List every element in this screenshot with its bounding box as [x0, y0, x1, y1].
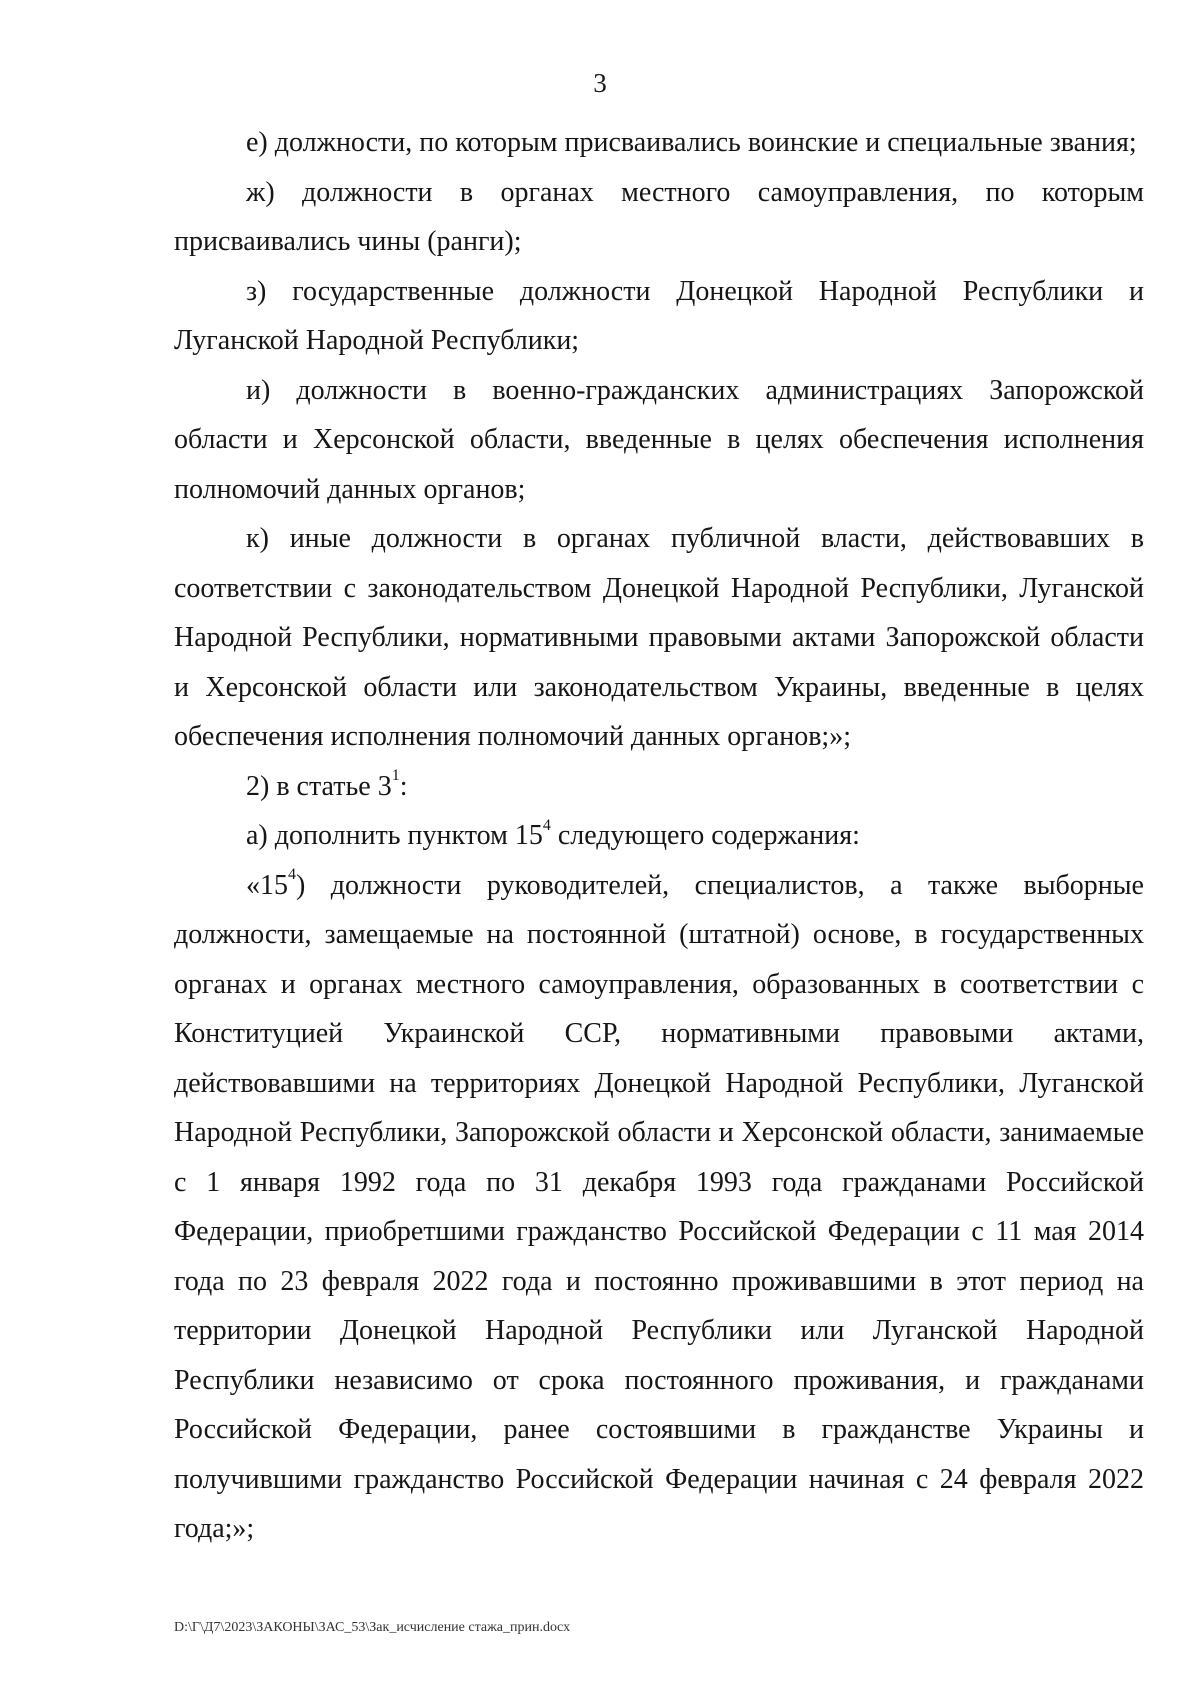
item-a-superscript: 4 — [542, 816, 551, 834]
footer-file-path: D:\Г\Д7\2023\ЗАКОНЫ\ЗАС_53\Зак_исчисление стажа_прин.docx — [174, 1620, 571, 1635]
paragraph-15-4 — [174, 861, 1144, 1554]
document-body — [174, 118, 1144, 1554]
paragraph-zh: ж) должности в органах местного самоуправления, по которым присваивались чины (ранги); — [174, 176, 1144, 257]
paragraph-k: к) иные должности в органах публичной власти, действовавших в соответствии с законодательством Донецкой Народной Республики, Луганской Народной Республики, нормативными правовыми актами Запорожской области и Херсонской области или законодательством Украины, введенные в целях обеспечения исполнения полномочий данных органов;»; — [174, 523, 1144, 752]
paragraph-z: з) государственные должности Донецкой Народной Республики и Луганской Народной Республики; — [174, 275, 1144, 356]
paragraph-item-a — [174, 811, 1144, 861]
item-15-4-tail: ) должности руководителей, специалистов, а также выборные должности, замещаемые на постоянной (штатной) основе, в государственных органах и органах местного самоуправления, образованных в соответствии с Конституцией Украинской ССР, нормативными правовыми актами, действовавшими на территориях Донецкой Народной Республики, Луганской Народной Республики, Запорожской области и Херсонской области, занимаемые с 1 января 1992 года по 31 декабря 1993 года гражданами Российской Федерации, приобретшими гражданство Российской Федерации с 11 мая 2014 года по 23 февраля 2022 года и постоянно проживавшими в этот период на территории Донецкой Народной Республики или Луганской Народной Республики независимо от срока постоянного проживания, и гражданами Российской Федерации, ранее состоявшими в гражданстве Украины и получившими гражданство Российской Федерации начиная с 24 февраля 2022 года;»; — [174, 869, 1144, 1544]
item-2-text: 2) в статье 3 — [246, 770, 392, 802]
page-number: 3 — [593, 68, 607, 98]
item-a-text: а) дополнить пунктом 15 — [246, 820, 543, 851]
paragraph-item-2 — [174, 762, 1144, 812]
paragraph-i: и) должности в военно-гражданских администрациях Запорожской области и Херсонской области, введенные в целях обеспечения исполнения полномочий данных органов; — [174, 374, 1144, 505]
item-2-tail: : — [399, 770, 408, 802]
item-2-superscript: 1 — [391, 767, 400, 785]
item-a-tail: следующего содержания: — [550, 820, 860, 851]
paragraph-e: е) должности, по которым присваивались воинские и специальные звания; — [246, 127, 1137, 158]
item-15-4-superscript: 4 — [288, 866, 296, 884]
item-15-4-text: «15 — [246, 869, 288, 901]
